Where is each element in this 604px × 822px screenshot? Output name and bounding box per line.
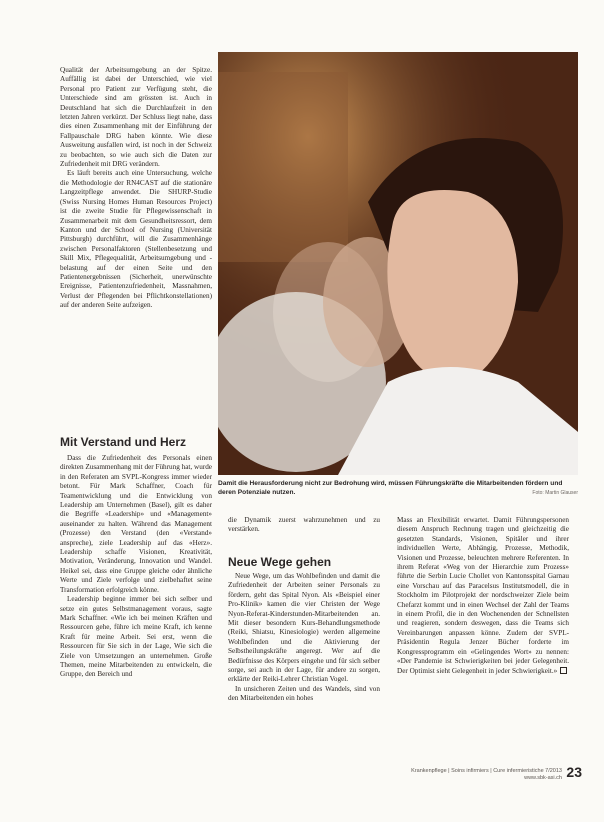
- paragraph: In unsicheren Zeiten und des Wandels, sind von den Mitarbeitenden ein hohes: [228, 684, 380, 703]
- end-of-article-icon: [560, 667, 567, 674]
- article-column-right: [397, 516, 569, 676]
- photo-credit: Foto: Martin Glauser: [532, 490, 578, 496]
- paragraph: Neue Wege, um das Wohlbefinden und damit die Zufriedenheit der Arbeiten seiner Personals zu fördern, geht das Spital Nyon. Als «Beispiel einer Pro-Klinik» kamen die vier Christen der Wege Nyon-Referat-Kinderstunden-Mitarbeitenden an. Mit dieser besondern Kurs-Behandlungsmethode (Reiki, Shiatsu, Kinesiologie) werden allgemeine Wohlbefinden und die Aktivierung der Selbstheilungskräfte angeregt. Wer auf die Bedürfnisse des Körpers eingehe und für sich selber sorge, sei auch in der Lage, für andere zu sorgen, erklärte der Reiki-Lehrer Christian Vogel.: [228, 572, 380, 684]
- paragraph: [397, 516, 569, 676]
- paragraph: Es läuft bereits auch eine Untersuchung, welche die Methodologie der RN4CAST auf die stationäre Langzeitpflege anwendet. Die SHURP-Studie (Swiss Nursing Homes Human Resources Project) ist die zweite Studie für Pflegewissenschaft in Zusammenarbeit mit dem Gesundheitsressort, dem Kanton und der School of Nursing (Universität Pittsburgh) durchführt, will die Zusammenhänge zwischen Personalfaktoren (Stellenbesetzung und Skill Mix, Pflegequalität, Arbeitsumgebung und -belastung auf der einen Seite und den Patientenergebnissen (Sicherheit, unerwünschte Ereignisse, Patientenzufriedenheit, Massnahmen, Verlust der Pflegenden bei Pflichtkonstellationen) auf der anderen Seite aufzeigen.: [60, 169, 212, 310]
- paragraph: Qualität der Arbeitsumgebung an der Spitze. Auffällig ist dabei der Unterschied, wie viel Personal pro Patient zur Verfügung steht, die Unterschiede sind am grössten ist. Auch in Deutschland hat sich die Durchlaufzeit in den letzten Jahren verkürzt. Der Schluss liegt nahe, dass dies einen Zusammenhang mit der Einführung der Fallpauschale DRG haben könnte. Wie diese Ausweitung ausfallen wird, ist noch in der Schweiz zu beobachten, so wie auch sich die Daten zur Zufriedenheit mit DRG verändern.: [60, 66, 212, 169]
- nurse-photo-illustration: [218, 52, 578, 475]
- page-footer: [411, 768, 562, 782]
- photo-caption-text: Damit die Herausforderung nicht zur Bedrohung wird, müssen Führungskräfte die Mitarbeitenden fördern und deren Potenziale nutzen.: [218, 480, 563, 496]
- article-column-middle-top: [228, 516, 380, 535]
- paragraph: Dass die Zufriedenheit des Personals einen direkten Zusammenhang mit der Führung hat, wurde in den Referaten am SVPL-Kongress immer wieder betont. Für Mark Schaffner, Coach für Teamentwicklung und die Entwicklung von Leadership am Unternehmen (Basel), gilt es daher die Begriffe «Leadership» und «Management» auseinander zu halten. Während das Management (Prozesse) den Verstand (den «Verstand» anspreche), ziele Leadership auf das «Herz». Leadership schaffe Visionen, Kreativität, Motivation, Veränderung, Innovation und Wandel. Heikel sei, dass eine Gruppe gleiche oder ähnliche Werte und Ziele verfolge und zielbehaftet seine Transformation erfolgreich könne.: [60, 454, 212, 594]
- footer-website: www.sbk-asi.ch: [524, 775, 562, 781]
- article-column-left-bottom: [60, 454, 212, 680]
- paragraph: die Dynamik zuerst wahrzunehmen und zu verstärken.: [228, 516, 380, 534]
- photo-caption: [218, 480, 578, 497]
- paragraph-text: Mass an Flexibilität erwartet. Damit Führungspersonen diesem Anspruch Rechnung tragen und gleichzeitig die gesetzten Standards, Visionen, Spitäler und ihrer individuellen Werte, Abhängig, Prozesse, Methodik, Visionen und Prozesse, beleuchten mehrere Referenten. In ihrem Referat «Weg von der Hierarchie zum Prozess» führte die Serbin Lucie Chollet von Kantonsspital Garnau eine Vorschau auf das Paracelsus Institutsmodell, die in Stockholm im Pilotprojekt der nordschweizer Ziele beim Chefarzt kommt und in einen Wechsel der Zahl der Teams in einem Profil, die in den Wochenenden der Schnellsten und reagieren, sondern deswegen, dass die Teams sich Vereinbarungen anpassen könne. Zudem der SVPL-Präsidentin Regula Jenzer Bücher forderte im Kongressprogramm ein «Gelingendes Wort» zu nennen: «Der Pandemie ist Schwierigkeiten bei jeder Gelegenheit. Der Optimist sieht Gelegenheit in jeder Schwierigkeit.»: [397, 516, 569, 675]
- article-column-middle: [228, 572, 380, 704]
- subheading-mit-verstand-und-herz: Mit Verstand und Herz: [60, 435, 187, 449]
- footer-publication: Krankenpflege | Soins infirmiers | Cure infermieristiche 7/2013: [411, 768, 562, 774]
- page-number: 23: [566, 764, 582, 780]
- nurse-photo: [218, 52, 578, 475]
- subheading-neue-wege-gehen: Neue Wege gehen: [228, 555, 332, 569]
- article-column-left-top: [60, 66, 212, 311]
- paragraph: Leadership beginne immer bei sich selber und setze ein gutes Selbstmanagement voraus, sagte Mark Schaffner. «Wie ich bei meinen Kräften und Ressourcen gehe, führe ich meine Kraft, ich kenne Kraft für meine Arbeit. Sei erst, wenn die Ressourcen für Sie sich in der Lage, Wie sich die Ziele von Umsetzungen an unternehmen. Große Themen, meine Mitarbeitenden zu entwickeln, die Gruppe, den Bereich und: [60, 595, 212, 679]
